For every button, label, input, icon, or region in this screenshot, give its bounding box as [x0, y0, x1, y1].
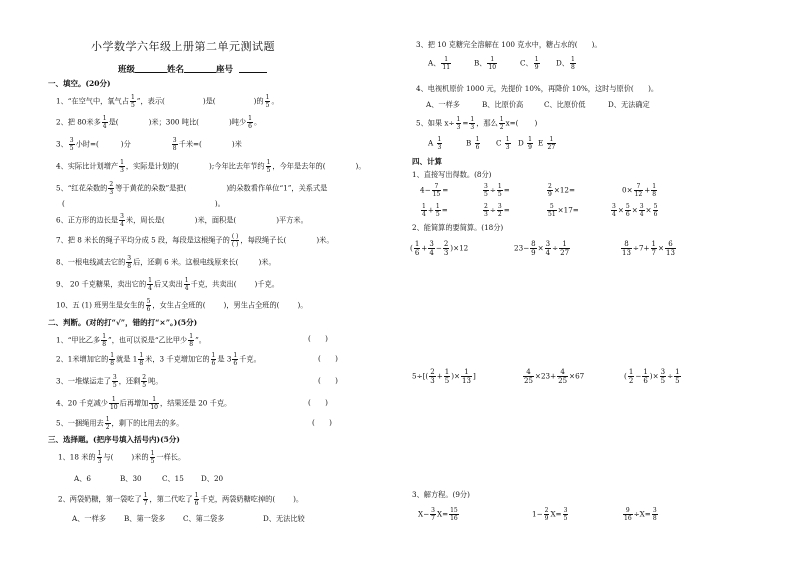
equation-3: $\frac{9}{16}$ ÷X= $\frac{3}{8}$	[624, 507, 657, 522]
question-9: 9、 20 千克糖果，卖出它的 $\frac{1}{4}$ 后又卖出 $\frac{1}{4}$ 千克，共卖出( )千克。	[56, 277, 279, 292]
choice-4-opt-c[interactable]: C、比原价低	[544, 100, 586, 109]
class-blank[interactable]	[135, 64, 167, 73]
class-label: 班级	[118, 65, 136, 75]
seat-blank[interactable]	[239, 64, 267, 73]
question-7: 7、把 8 米长的绳子平均分成 5 段，每段是这根绳子的 $\frac{( )}{( )}$ ，每段绳子长( )米。	[56, 233, 334, 248]
choice-2-opt-d[interactable]: D、无法比较	[263, 514, 305, 523]
calc-1-item-7: $\frac{5}{51}$ ×17=	[548, 203, 579, 218]
choice-3-opt-c[interactable]: C、 $\frac{1}{9}$	[520, 56, 539, 71]
calc-2-item-1: ( $\frac{1}{6}$ + $\frac{3}{4}$ − $\frac{2}{3}$ )×12	[410, 240, 469, 257]
section-2-title: 二、判断。(对的打“√”，错的打“×”。)(5分)	[48, 318, 198, 327]
calc-1-item-5: $\frac{1}{4}$ + $\frac{1}{5}$ =	[422, 203, 448, 218]
choice-2-opt-a[interactable]: A、一样多	[72, 514, 106, 523]
choice-4-opt-a[interactable]: A、一样多	[426, 100, 460, 109]
choice-3: 3、把 10 克糖完全溶解在 100 克水中，糖占水的( )。	[416, 40, 602, 49]
calc-2-item-2: 23− $\frac{8}{9}$ × $\frac{3}{4}$ ÷ $\frac{1}{27}$	[514, 240, 570, 257]
choice-2-opt-c[interactable]: C、第二袋多	[183, 514, 225, 523]
section-1-title: 一、填空。(20分)	[48, 79, 111, 88]
judge-5: 5、一捆绳用去 $\frac{1}{2}$ ，剩下的比用去的多。	[56, 416, 184, 431]
question-1: 1、“在空气中，氧气占 $\frac{1}{5}$ ”，表示( )是( )的 $\frac{1}{5}$ 。	[56, 94, 279, 109]
choice-5-opt-a[interactable]: A $\frac{1}{3}$	[428, 136, 442, 151]
choice-3-opt-b[interactable]: B、 $\frac{1}{10}$	[474, 56, 497, 71]
choice-1-opt-b[interactable]: B、30	[120, 474, 142, 483]
calc-2-item-5: $\frac{4}{25}$ ×23+ $\frac{4}{25}$ ×67	[524, 368, 585, 385]
question-5-line2: ( )。	[62, 199, 225, 208]
calc-2-title: 2、能简算的要简算。(18分)	[412, 223, 504, 232]
question-6: 6、正方形的边长是 $\frac{3}{4}$ 米，周长是( )米，面积是( )平方米。	[56, 213, 308, 228]
judge-1-answer[interactable]: ( )	[308, 334, 328, 343]
judge-5-answer[interactable]: ( )	[312, 418, 332, 427]
judge-3: 3、一堆煤运走了 $\frac{3}{5}$ ，还剩 $\frac{2}{5}$ 吨。	[56, 374, 163, 389]
choice-2: 2、两袋奶糖，第一袋吃了 $\frac{1}{7}$ ，第二代吃了 $\frac{1}{6}$ 千克，两袋奶糖吃掉的( )。	[58, 492, 304, 507]
section-4-title: 四、计算	[412, 157, 442, 166]
calc-1-item-6: $\frac{2}{3}$ ÷ $\frac{3}{2}$ =	[484, 203, 510, 218]
question-5: 5、“红花朵数的 $\frac{2}{3}$ 等于黄花的朵数”是把( )的朵数看作单位“1”，关系式是	[56, 181, 328, 196]
choice-4-opt-d[interactable]: D、无法确定	[608, 100, 650, 109]
calc-1-item-8: $\frac{3}{4}$ × $\frac{5}{6}$ × $\frac{3}{4}$ × $\frac{5}{6}$	[612, 203, 658, 218]
choice-5-opt-b[interactable]: B $\frac{1}{6}$	[466, 136, 480, 151]
page-title: 小学数学六年级上册第二单元测试题	[91, 40, 275, 53]
judge-3-answer[interactable]: ( )	[318, 376, 338, 385]
choice-5-opt-e[interactable]: E $\frac{1}{27}$	[538, 136, 556, 151]
calc-2-item-3: $\frac{8}{13}$ ÷7+ $\frac{1}{7}$ × $\frac{6}{13}$	[622, 240, 675, 257]
section-3-title: 三、选择题。(把序号填入括号内)(5分)	[48, 435, 180, 444]
choice-5-opt-c[interactable]: C $\frac{1}{3}$	[496, 136, 510, 151]
calc-1-title: 1、直接写出得数。(8分)	[412, 170, 492, 179]
choice-1: 1、18 米的 $\frac{1}{3}$ 与( )米的 $\frac{1}{5}$ 一样长。	[58, 450, 186, 465]
choice-4: 4、电视机原价 1000 元，先提价 10%，再降价 10%，这时与原价( )。	[416, 84, 659, 93]
judge-2: 2、1米增加它的 $\frac{1}{8}$ 就是 1 $\frac{1}{8}$ 米，3 千克增加它的 $\frac{1}{6}$ 是 3 $\frac{1}{6}$ 千克。	[56, 352, 261, 367]
choice-1-opt-c[interactable]: C、15	[162, 474, 184, 483]
seat-label: 座号	[216, 65, 234, 75]
calc-1-item-4: 0× $\frac{7}{12}$ + $\frac{1}{8}$	[622, 183, 657, 198]
question-3: 3、 $\frac{3}{5}$ 小时=( )分 $\frac{3}{8}$ 千米=( )米	[56, 137, 242, 152]
question-10: 10、五 (1) 班男生是女生的 $\frac{5}{6}$ ，女生占全班的( )，男生占全班的( )。	[56, 298, 308, 313]
judge-1: 1、“甲比乙多 $\frac{1}{8}$ ”，也可以说是“乙比甲少 $\frac{1}{8}$ ”。	[56, 333, 206, 348]
student-info	[118, 63, 267, 75]
calc-3-title: 3、解方程。(9分)	[412, 490, 470, 499]
choice-1-opt-a[interactable]: A、6	[74, 474, 91, 483]
calc-2-item-6: ( $\frac{1}{2}$ − $\frac{1}{6}$ )× $\frac{3}{5}$ ÷ $\frac{1}{5}$	[624, 368, 680, 385]
calc-1-item-3: $\frac{2}{9}$ ×12=	[548, 183, 576, 198]
judge-4: 4、20 千克减少 $\frac{1}{10}$ 后再增加 $\frac{1}{10}$ ，结果还是 20 千克。	[56, 396, 232, 411]
judge-4-answer[interactable]: ( )	[308, 398, 328, 407]
choice-3-opt-a[interactable]: A、 $\frac{1}{11}$	[428, 56, 451, 71]
question-8: 8、一根电线减去它的 $\frac{3}{8}$ 后，还剩 6 米。这根电线原来长( )米。	[56, 255, 276, 270]
equation-1: X− $\frac{3}{7}$ X= $\frac{15}{16}$	[418, 507, 458, 522]
choice-5: 5、如果 x÷ $\frac{1}{3}$ = $\frac{1}{3}$ ，那么 $\frac{1}{2}$ x=( )	[416, 116, 538, 131]
choice-1-opt-d[interactable]: D、20	[201, 474, 224, 483]
choice-4-opt-b[interactable]: B、比原价高	[482, 100, 524, 109]
name-label: 姓名	[167, 65, 185, 75]
calc-1-item-2: $\frac{3}{5}$ ÷ $\frac{1}{5}$ =	[484, 183, 510, 198]
calc-1-item-1: 4− $\frac{7}{15}$ =	[420, 183, 449, 198]
equation-2: 1− $\frac{2}{9}$ X= $\frac{3}{5}$	[532, 507, 568, 522]
question-4: 4、实际比计划增产 $\frac{1}{3}$ ，实际是计划的( );今年比去年节约 $\frac{1}{5}$ ，今年是去年的( )。	[56, 159, 366, 174]
choice-3-opt-d[interactable]: D、 $\frac{1}{8}$	[556, 56, 575, 71]
choice-2-opt-b[interactable]: B、第一袋多	[124, 514, 166, 523]
choice-5-opt-d[interactable]: D $\frac{1}{9}$	[518, 136, 532, 151]
calc-2-item-4: 5÷[( $\frac{2}{3}$ + $\frac{1}{5}$ )× $\frac{1}{13}$ ]	[412, 368, 476, 385]
question-2: 2、把 80米多 $\frac{1}{4}$ 是( )米；300 吨比( )吨少 $\frac{1}{6}$ 。	[56, 115, 262, 130]
name-blank[interactable]	[184, 64, 216, 73]
judge-2-answer[interactable]: ( )	[318, 354, 338, 363]
